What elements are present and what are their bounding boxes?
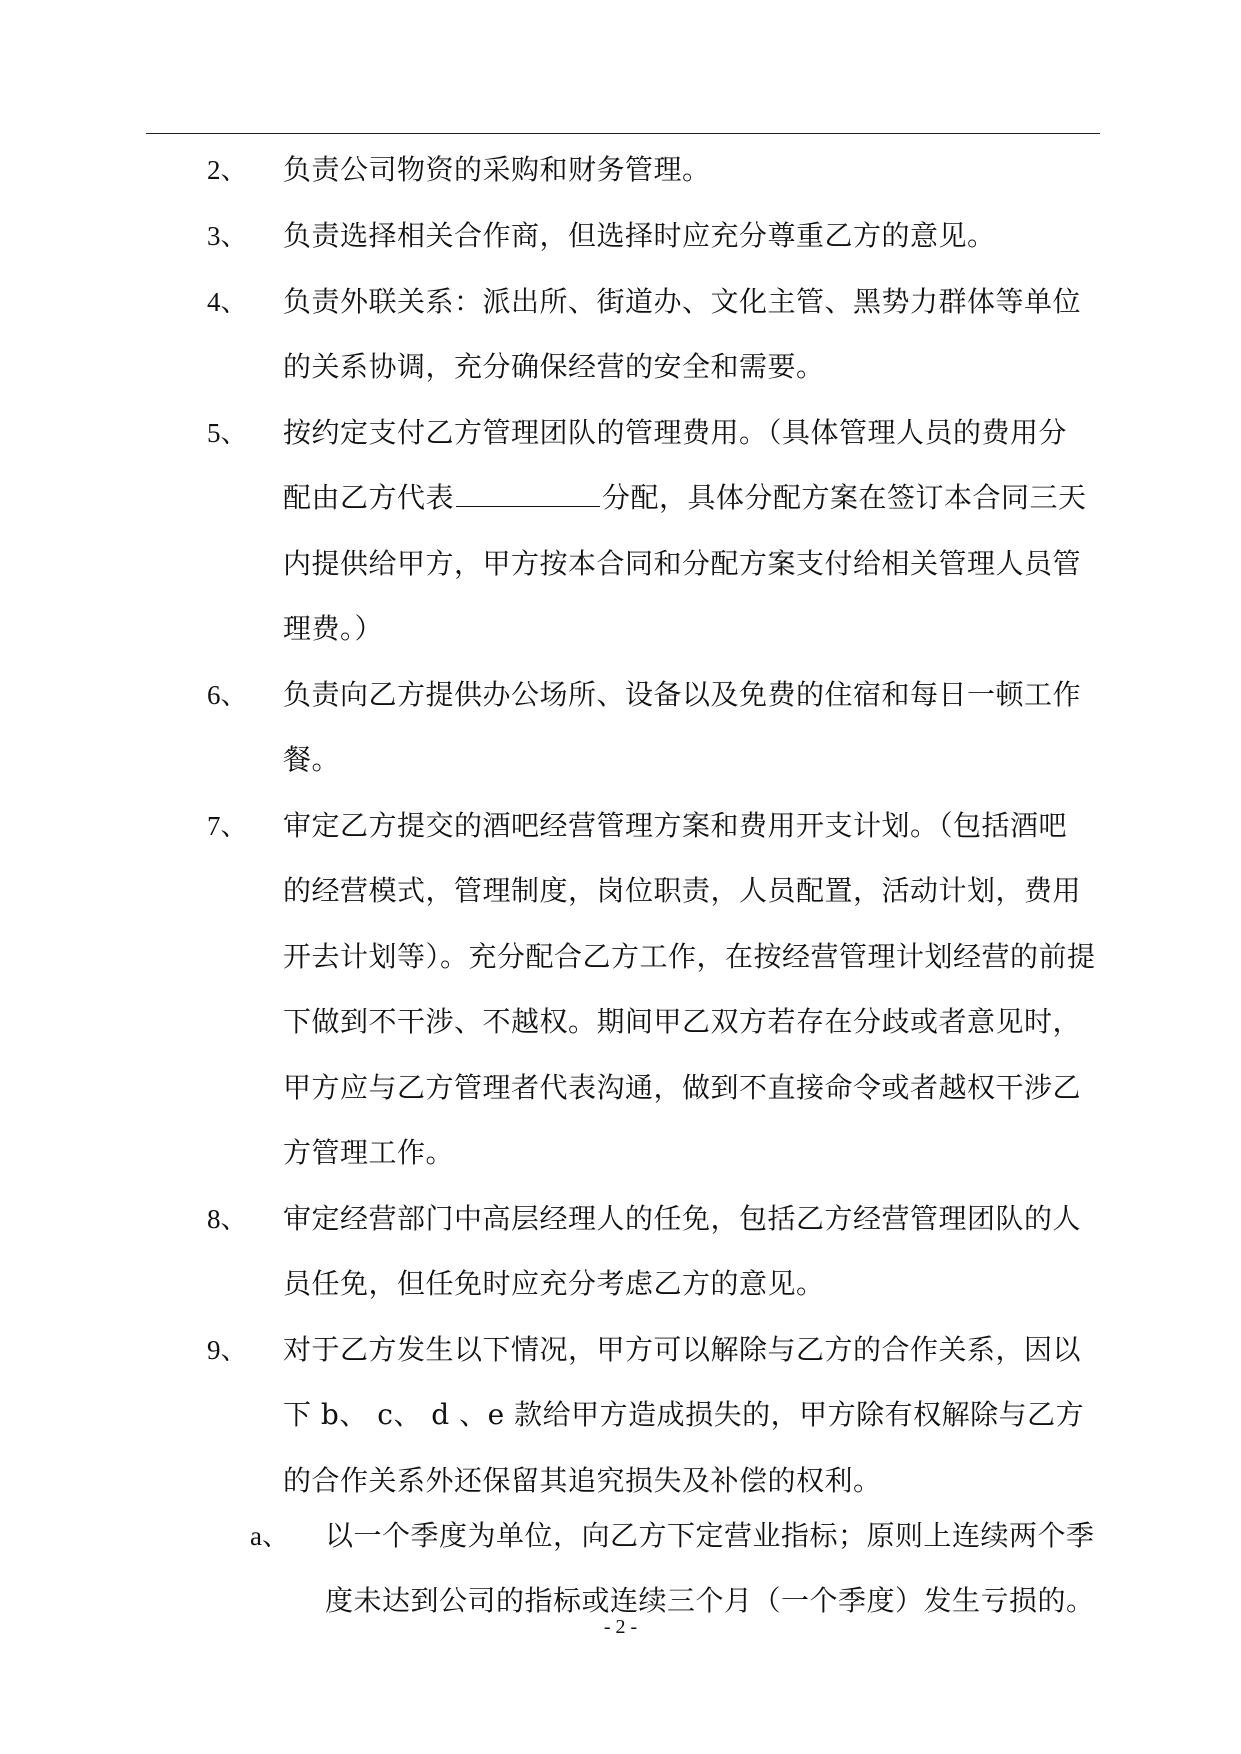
item-number: 9、 [207, 1335, 248, 1365]
item-number: 4、 [207, 287, 248, 317]
item-text-line: 餐。 [283, 743, 341, 776]
item-text-fragment: 配由乙方代表 [283, 481, 455, 514]
page-number: - 2 - [603, 1616, 638, 1638]
item-text-line: 的经营模式，管理制度，岗位职责，人员配置，活动计划，费用 [283, 874, 1082, 907]
item-text-line: 的合作关系外还保留其追究损失及补偿的权利。 [283, 1464, 882, 1497]
item-text-line: 审定经营部门中高层经理人的任免，包括乙方经营管理团队的人 [283, 1202, 1082, 1235]
item-text-line: 度未达到公司的指标或连续三个月（一个季度）发生亏损的。 [325, 1584, 1095, 1617]
item-number: 5、 [207, 418, 248, 448]
item-text-line: 负责向乙方提供办公场所、设备以及免费的住宿和每日一顿工作 [283, 678, 1082, 711]
item-text-line: 按约定支付乙方管理团队的管理费用。（具体管理人员的费用分 [283, 416, 1068, 449]
item-number: 8、 [207, 1204, 248, 1234]
item-text-line: 的关系协调，充分确保经营的安全和需要。 [283, 350, 825, 383]
item-text-line: 负责外联关系：派出所、街道办、文化主管、黑势力群体等单位 [283, 285, 1082, 318]
item-text-line: 审定乙方提交的酒吧经营管理方案和费用开支计划。（包括酒吧 [283, 809, 1068, 842]
item-text-line: 甲方应与乙方管理者代表沟通，做到不直接命令或者越权干涉乙 [283, 1071, 1082, 1104]
item-text-line-with-blank [283, 481, 1103, 515]
item-text-line: 负责选择相关合作商，但选择时应充分尊重乙方的意见。 [283, 219, 996, 252]
item-text-line: 下 b、 c、 d 、e 款给甲方造成损失的，甲方除有权解除与乙方 [283, 1398, 1085, 1431]
fill-in-blank [456, 482, 600, 507]
item-text-line: 对于乙方发生以下情况，甲方可以解除与乙方的合作关系，因以 [283, 1333, 1082, 1366]
item-text-line: 理费。） [283, 612, 384, 645]
item-text-line: 下做到不干涉、不越权。期间甲乙双方若存在分歧或者意见时， [283, 1005, 1082, 1038]
sub-item-letter: a、 [250, 1521, 289, 1551]
item-number: 6、 [207, 680, 248, 710]
header-rule [146, 133, 1100, 134]
item-text-line: 开去计划等）。充分配合乙方工作，在按经营管理计划经营的前提 [283, 940, 1096, 973]
item-text-line: 负责公司物资的采购和财务管理。 [283, 153, 711, 186]
item-text-line: 员任免，但任免时应充分考虑乙方的意见。 [283, 1267, 825, 1300]
item-text-fragment: 分配，具体分配方案在签订本合同三天 [602, 481, 1087, 514]
item-number: 2、 [207, 155, 248, 185]
item-text-line: 内提供给甲方，甲方按本合同和分配方案支付给相关管理人员管 [283, 547, 1082, 580]
item-text-line: 以一个季度为单位，向乙方下定营业指标；原则上连续两个季 [325, 1519, 1095, 1552]
item-number: 3、 [207, 221, 248, 251]
item-text-line: 方管理工作。 [283, 1136, 455, 1169]
item-number: 7、 [207, 811, 248, 841]
